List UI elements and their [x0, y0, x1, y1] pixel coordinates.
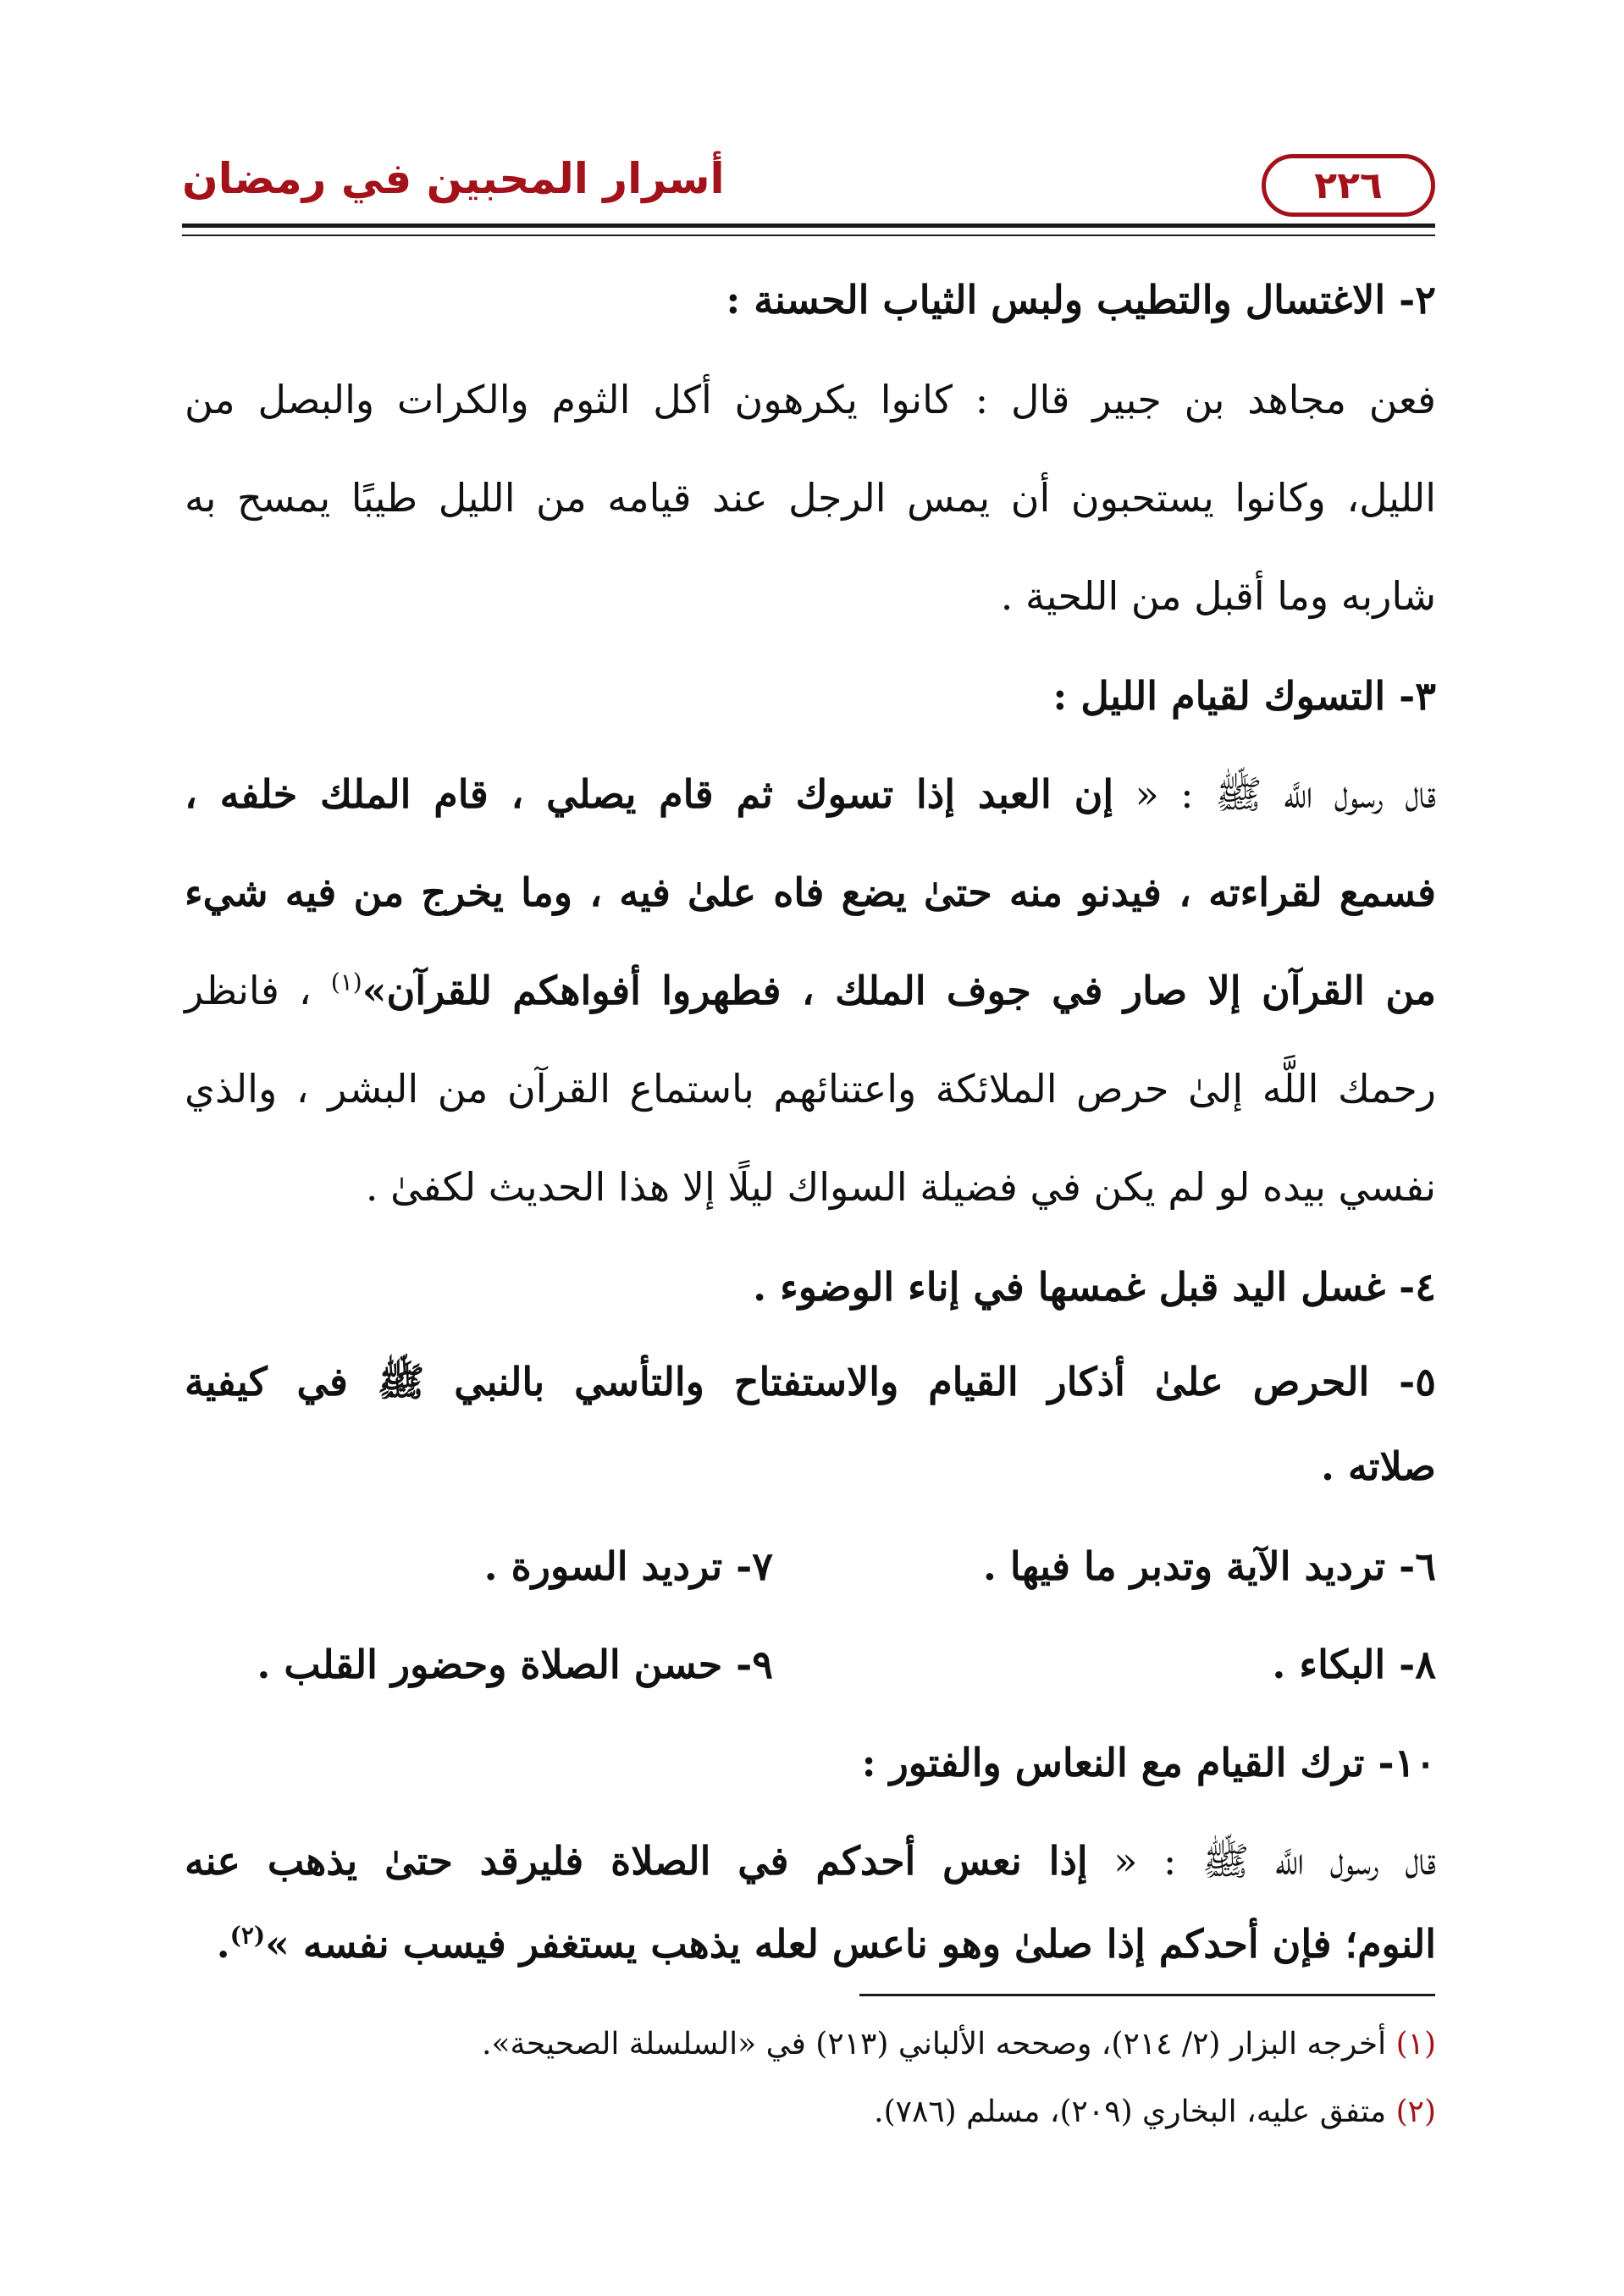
hadith-text-2: إذا نعس أحدكم في الصلاة فليرقد حتىٰ يذهب عنه — [185, 1838, 1088, 1884]
hadith-text-end: من القرآن إلا صار في جوف الملك ، فطهروا أفواهكم للقرآن» — [362, 968, 1436, 1013]
heading-3: ٣- التسوك لقيام الليل : — [1052, 673, 1436, 719]
paragraph-3-line-2: فسمع لقراءته ، فيدنو منه حتىٰ يضع فاه علىٰ فيه ، وما يخرج من فيه شيء — [185, 869, 1436, 915]
hadith-text: إن العبد إذا تسوك ثم قام يصلي ، قام الملك خلفه ، — [185, 771, 1114, 817]
paragraph-10-line-1 — [185, 1834, 1436, 1888]
paragraph-10-line-2 — [185, 1917, 1436, 1971]
heading-2: ٢- الاغتسال والتطيب ولبس الثياب الحسنة : — [726, 277, 1436, 323]
footnote-number: (١) — [1395, 2027, 1436, 2061]
paragraph-3-line-3 — [185, 963, 1436, 1018]
footnote-2 — [874, 2091, 1436, 2133]
hadith-text-2-end: النوم؛ فإن أحدكم إذا صلىٰ وهو ناعس لعله يذهب يستغفر فيسب نفسه » — [265, 1921, 1436, 1967]
heading-5-line-2: صلاته . — [1320, 1443, 1436, 1489]
header-rule-thick — [182, 224, 1435, 228]
heading-10: ١٠- ترك القيام مع النعاس والفتور : — [861, 1740, 1436, 1785]
footnote-1 — [482, 2023, 1436, 2066]
heading-5-line-1: ٥- الحرص علىٰ أذكار القيام والاستفتاح والتأسي بالنبي ﷺ في كيفية — [185, 1359, 1436, 1405]
hadith-intro-2: قال رسول اللَّه ﷺ : « — [1113, 1838, 1436, 1884]
item-6: ٦- ترديد الآية وتدبر ما فيها . — [982, 1543, 1436, 1589]
header-rule-thin — [182, 235, 1435, 236]
paragraph-2-line-1: فعن مجاهد بن جبير قال : كانوا يكرهون أكل الثوم والكرات والبصل من — [185, 377, 1436, 422]
paragraph-3-line-1 — [185, 767, 1436, 821]
book-title: أسرار المحبين في رمضان — [182, 154, 725, 203]
footnote-text: أخرجه البزار (٢/ ٢١٤)، وصححه الألباني (٢١٣) في «السلسلة الصحيحة». — [482, 2027, 1387, 2061]
footnote-text: متفق عليه، البخاري (٢٠٩)، مسلم (٧٨٦). — [874, 2095, 1387, 2129]
page-number: ٢٢٦ — [1314, 163, 1383, 207]
item-7: ٧- ترديد السورة . — [483, 1543, 773, 1589]
footnote-ref-1[interactable]: (١) — [330, 968, 362, 996]
closing-period: . — [216, 1921, 230, 1967]
commentary-start: ، فانظر — [185, 968, 312, 1013]
footnote-separator — [859, 1994, 1435, 1996]
page-number-badge — [1262, 154, 1435, 217]
item-9: ٩- حسن الصلاة وحضور القلب . — [257, 1642, 773, 1687]
paragraph-3-line-5: نفسي بيده لو لم يكن في فضيلة السواك ليلًا إلا هذا الحديث لكفىٰ . — [365, 1164, 1436, 1210]
paragraph-3-line-4: رحمك اللَّه إلىٰ حرص الملائكة واعتنائهم باستماع القرآن من البشر ، والذي — [185, 1066, 1436, 1112]
hadith-intro: قال رسول اللَّه ﷺ : « — [1135, 771, 1437, 817]
item-8: ٨- البكاء . — [1272, 1642, 1436, 1687]
paragraph-2-line-2: الليل، وكانوا يستحبون أن يمس الرجل عند قيامه من الليل طيبًا يمسح به — [185, 475, 1436, 521]
footnote-ref-2[interactable]: (٢) — [229, 1921, 266, 1950]
heading-4: ٤- غسل اليد قبل غمسها في إناء الوضوء . — [753, 1264, 1436, 1310]
footnote-number: (٢) — [1395, 2095, 1436, 2129]
paragraph-2-line-3: شاربه وما أقبل من اللحية . — [1000, 573, 1436, 619]
